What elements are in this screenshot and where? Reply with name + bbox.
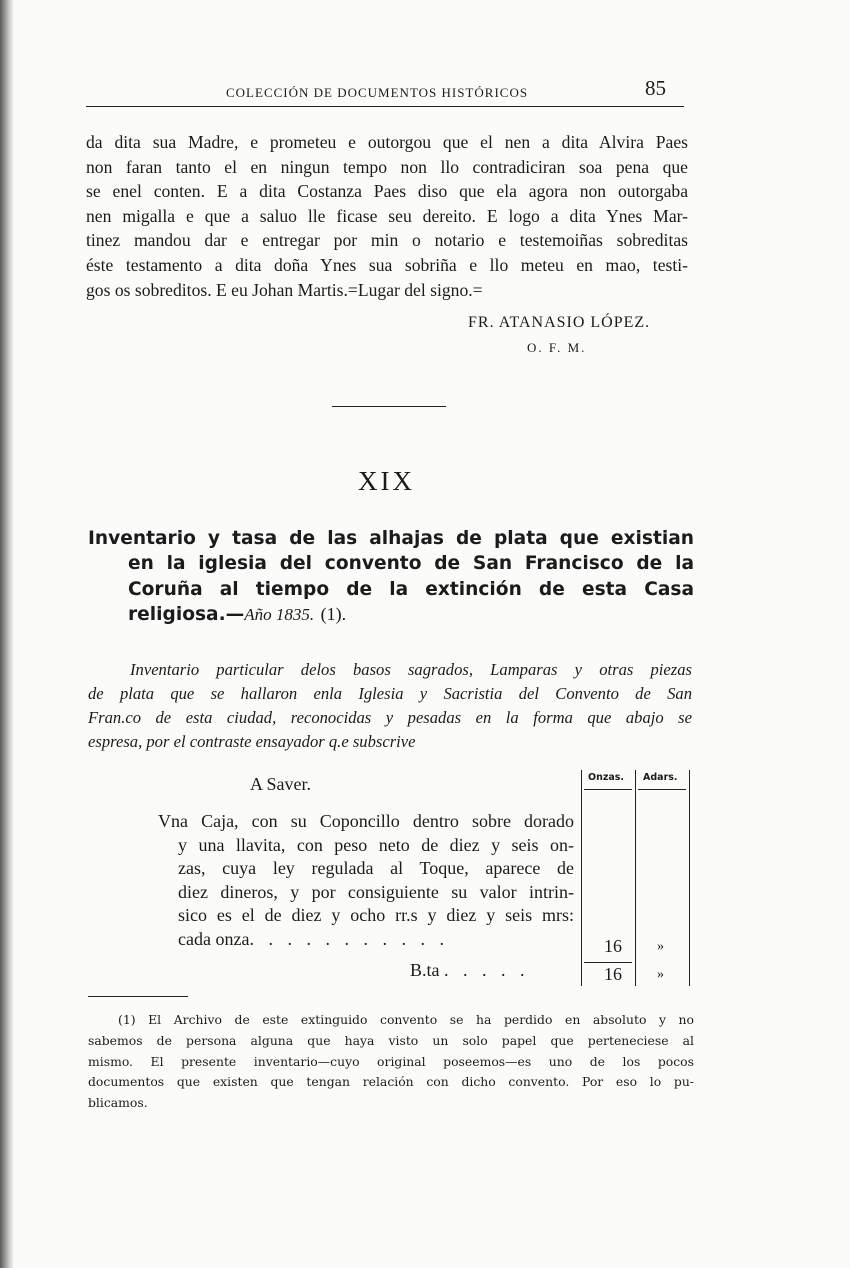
column-header-onzas: Onzas. (588, 772, 625, 783)
footnote-line: (1) El Archivo de este extinguido convento se ha perdido en absoluto y no (118, 1012, 694, 1027)
item-adarmes-value: » (657, 939, 664, 954)
intro-line: Inventario particular delos basos sagrados, Lamparas y otras piezas (130, 660, 692, 679)
item-line: diez dineros, y por consiguiente su valor intrin- (178, 881, 574, 902)
table-column-divider (635, 770, 636, 986)
column-header-rule (584, 789, 632, 790)
total-adarmes-value: » (657, 967, 664, 982)
author-signature: FR. ATANASIO LÓPEZ. (468, 314, 651, 331)
item-line: y una llavita, con peso neto de diez y seis on- (178, 834, 574, 855)
total-onzas-value: 16 (604, 964, 622, 984)
item-line: cada onza (178, 928, 250, 949)
table-column-divider (689, 770, 690, 986)
body-paragraph (86, 130, 688, 302)
column-header-rule (638, 789, 686, 790)
body-line: nen migalla e que a saluo lle ficase seu dereito. E logo a dita Ynes Mar- (86, 205, 688, 226)
footnote-reference[interactable]: (1). (320, 604, 347, 625)
body-line: gos os sobreditos. E eu Johan Martis.=Lugar del signo.= (86, 279, 483, 300)
leader-dots: . . . . . (444, 960, 530, 980)
running-head: COLECCIÓN DE DOCUMENTOS HISTÓRICOS (226, 85, 529, 100)
intro-line: Fran.co de esta ciudad, reconocidas y pesadas en la forma que abajo se (88, 708, 692, 727)
footnote-line: documentos que existen que tengan relación con dicho convento. Por eso lo pu- (88, 1074, 694, 1090)
footnote-line: blicamos. (88, 1095, 148, 1111)
item-line-last (158, 928, 574, 952)
title-year: Año 1835. (244, 605, 315, 625)
intro-line: espresa, por el contraste ensayador q.e subscrive (88, 732, 416, 751)
inventory-intro (88, 658, 692, 754)
leader-dots: . . . . . . . . . . . (249, 928, 449, 949)
footnote-line: mismo. El presente inventario—cuyo original poseemos—es uno de los pocos (88, 1053, 694, 1069)
inventory-item (158, 810, 574, 952)
header-rule (86, 106, 684, 107)
title-line: religiosa.— (128, 604, 245, 626)
title-line: Coruña al tiempo de la extinción de esta Casa (128, 578, 694, 600)
item-line: zas, cuya ley regulada al Toque, aparece de (178, 858, 574, 879)
intro-line: de plata que se hallaron enla Iglesia y Sacristia del Convento de San (88, 684, 692, 703)
table-column-divider (581, 770, 582, 986)
author-order: O. F. M. (527, 340, 587, 355)
document-title (88, 526, 694, 628)
column-header-adarmes: Adars. (643, 772, 678, 783)
section-divider (332, 406, 446, 407)
item-line: sico es el de diez y ocho rr.s y diez y seis mrs: (178, 905, 574, 926)
footnote-rule (88, 996, 188, 997)
body-line: se enel conten. E a dita Costanza Paes diso que ela agora non outorgaba (86, 181, 688, 202)
title-line-last (88, 602, 694, 627)
sum-rule (584, 962, 632, 963)
total-label: B.ta (410, 960, 440, 980)
footnote-line: sabemos de persona alguna que haya visto un solo papel que perteneciese al (88, 1032, 694, 1048)
body-line: éste testamento a dita doña Ynes sua sobriña e llo meteu en mao, testi- (86, 254, 688, 275)
footnote (88, 1010, 694, 1114)
scanned-page-edge (0, 0, 14, 1268)
body-line: tinez mandou dar e entregar por min o notario e testemoiñas sobreditas (86, 230, 688, 251)
item-line: Vna Caja, con su Coponcillo dentro sobre dorado (158, 811, 574, 831)
item-onzas-value: 16 (604, 936, 622, 956)
page-number: 85 (645, 76, 666, 100)
title-line: en la iglesia del convento de San Francisco de la (128, 553, 694, 575)
total-row (410, 960, 530, 981)
body-line: non faran tanto el en ningun tempo non llo contradiciran soa pena que (86, 156, 688, 177)
section-number: XIX (358, 466, 415, 496)
body-line: da dita sua Madre, e prometeu e outorgou que el nen a dita Alvira Paes (86, 132, 688, 152)
title-line: Inventario y tasa de las alhajas de plata que existian (88, 528, 694, 549)
inventory-heading: A Saver. (250, 774, 311, 794)
